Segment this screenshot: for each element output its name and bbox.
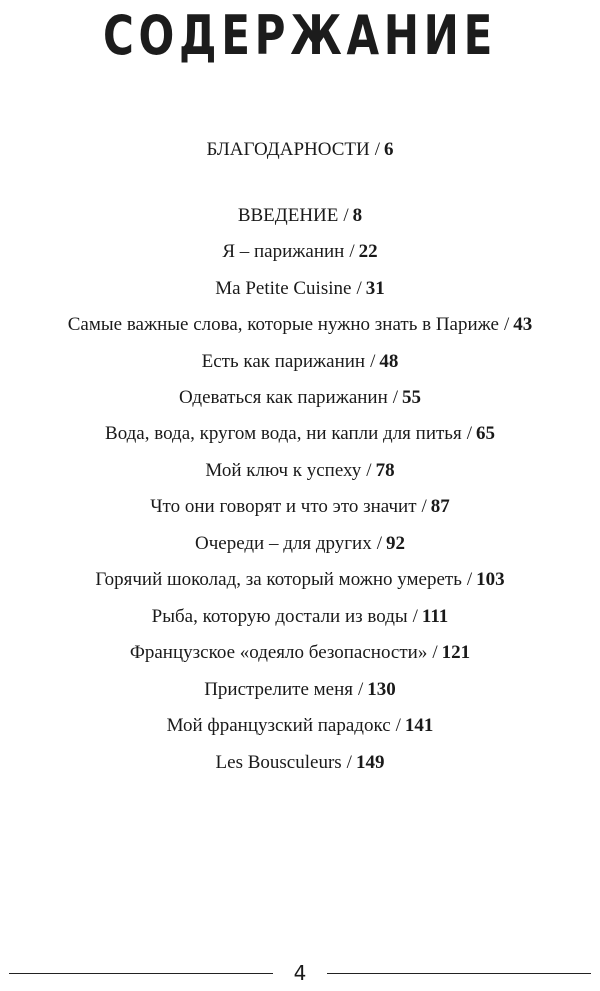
toc-separator: / — [392, 387, 399, 408]
toc-entry-title: Ma Petite Cuisine — [215, 278, 352, 299]
toc-page-number: 78 — [375, 460, 395, 481]
toc-entry-introduction[interactable] — [0, 204, 600, 228]
toc-entry-title: БЛАГОДАРНОСТИ — [206, 139, 370, 160]
toc-separator: / — [343, 205, 349, 226]
toc-entry[interactable] — [0, 277, 600, 301]
toc-entry[interactable] — [0, 313, 600, 337]
toc-entry-title: Одеваться как парижанин — [178, 387, 388, 408]
toc-entry[interactable] — [0, 422, 600, 446]
toc-entry[interactable] — [0, 714, 600, 738]
toc-page-number: 149 — [355, 752, 385, 773]
toc-separator: / — [432, 642, 438, 663]
toc-entry-title: Пристрелите меня — [204, 679, 353, 700]
toc-separator: / — [466, 569, 473, 590]
toc-separator: / — [395, 715, 401, 736]
toc-page-number: 43 — [513, 314, 533, 335]
toc-entry-title: Очереди – для других — [194, 533, 372, 554]
toc-entry-title: Мой французский парадокс — [166, 715, 391, 736]
toc-entry-title: Что они говорят и что это значит — [150, 496, 417, 517]
toc-entry-acknowledgements[interactable] — [0, 138, 600, 162]
toc-page-number: 65 — [475, 423, 495, 444]
toc-entry[interactable] — [0, 240, 600, 264]
toc-entry[interactable] — [0, 350, 600, 374]
toc-page-number: 22 — [358, 241, 378, 262]
toc-entry-title: Есть как парижанин — [201, 351, 366, 372]
footer-page-number: 4 — [293, 961, 307, 985]
toc-separator: / — [366, 460, 372, 481]
toc-separator: / — [349, 241, 355, 262]
toc-entry-title: Самые важные слова, которые нужно знать в Париже — [67, 314, 499, 335]
toc-page-number: 103 — [476, 569, 505, 590]
toc-page-number: 111 — [421, 606, 449, 627]
toc-separator: / — [374, 139, 381, 160]
toc-page-number: 130 — [367, 679, 396, 700]
toc-entry[interactable] — [0, 605, 600, 629]
toc-separator: / — [503, 314, 510, 335]
toc-separator: / — [466, 423, 472, 444]
toc-entry-title: Горячий шоколад, за который можно умереть — [95, 569, 462, 590]
toc-entry[interactable] — [0, 532, 600, 556]
toc-entry-title: Les Bousculeurs — [215, 752, 342, 773]
toc-entry-title: Я – парижанин — [222, 241, 345, 262]
toc-entry[interactable] — [0, 495, 600, 519]
toc-entry[interactable] — [0, 459, 600, 483]
toc-entry-title: Вода, вода, кругом вода, ни капли для питья — [105, 423, 462, 444]
toc-page-number: 31 — [365, 278, 385, 299]
toc-page-number: 141 — [404, 715, 434, 736]
toc-separator: / — [376, 533, 383, 554]
page-title: СОДЕРЖАНИЕ — [102, 4, 498, 67]
toc-page-number: 48 — [379, 351, 399, 372]
toc-entry[interactable] — [0, 751, 600, 775]
toc-page-number: 121 — [441, 642, 471, 663]
toc-entry-title: Французское «одеяло безопасности» — [129, 642, 428, 663]
toc-entry-title: Мой ключ к успеху — [205, 460, 362, 481]
toc-entry-title: Рыба, которую достали из воды — [151, 606, 408, 627]
toc-page-number: 6 — [384, 139, 394, 160]
toc-entry[interactable] — [0, 641, 600, 665]
toc-page-number: 8 — [352, 205, 363, 226]
toc-separator: / — [421, 496, 427, 517]
toc-separator: / — [412, 606, 418, 627]
toc-page-number: 92 — [386, 533, 406, 554]
toc-separator: / — [356, 278, 362, 299]
toc-separator: / — [358, 679, 364, 700]
toc-entry[interactable] — [0, 386, 600, 410]
toc-separator: / — [346, 752, 352, 773]
toc-entry[interactable] — [0, 568, 600, 592]
toc-entry[interactable] — [0, 678, 600, 702]
footer-rule-right — [327, 973, 591, 974]
toc-entry-title: ВВЕДЕНИЕ — [237, 205, 339, 226]
toc-page-number: 87 — [430, 496, 450, 517]
toc-separator: / — [370, 351, 376, 372]
toc-page-number: 55 — [402, 387, 422, 408]
